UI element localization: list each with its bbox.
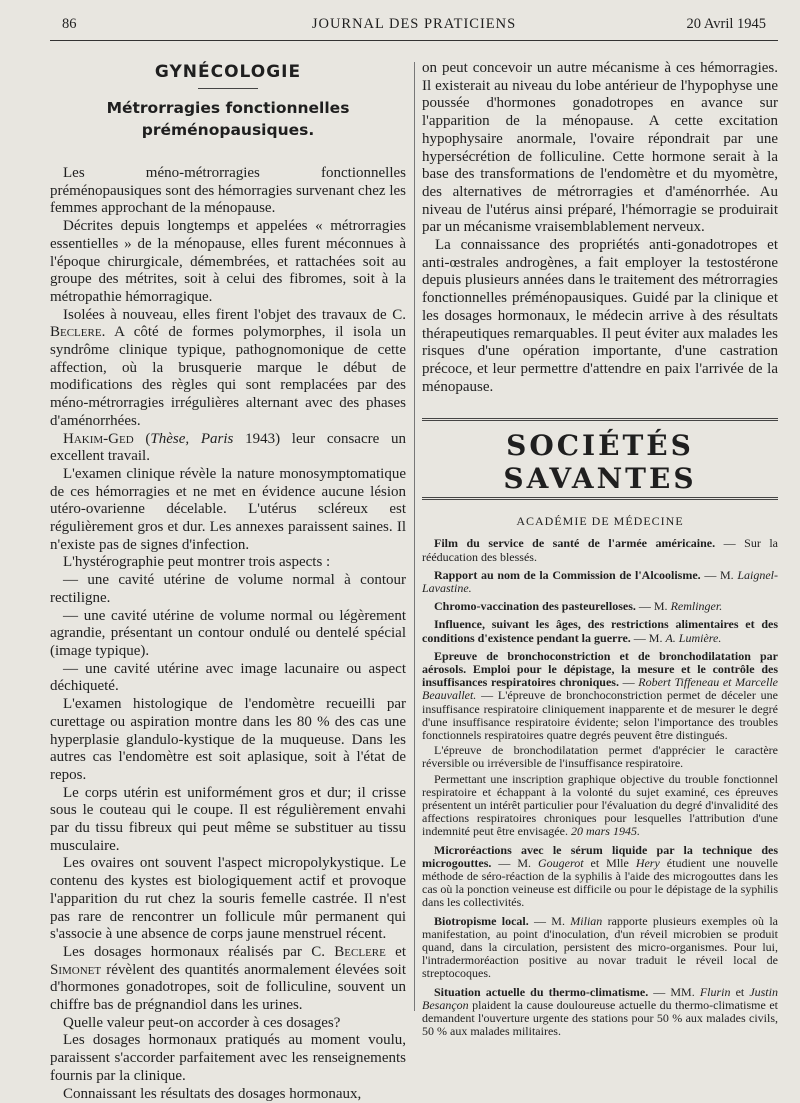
paragraph: Le corps utérin est uniformément gros et dur; il crisse sous le couteau qui le coupe. Il est régulièrement envahi par du tissu fibreux qui peut même se substituer au tissu musculaire.: [50, 784, 406, 854]
society-entry: Chromo-vaccination des pasteurelloses. — M. Remlinger.: [434, 599, 723, 614]
paragraph: Les dosages hormonaux pratiqués au moment voulu, paraissent s'accorder parfaitement avec les renseignements fournis par la clinique.: [50, 1032, 406, 1084]
paragraph: Hakim-Ged (Thèse, Paris 1943) leur consacre un excellent travail.: [50, 430, 406, 465]
paragraph: Les dosages hormonaux réalisés par C. Beclere et Simonet révèlent des quantités anormalement élevées soit d'hormones gonadotropes, soit de folliculine, souvent un chiffre bas de prégnandiol dans les urines.: [50, 943, 407, 1014]
right-column: [422, 60, 778, 1049]
paragraph: Connaissant les résultats des dosages hormonaux,: [63, 1085, 362, 1102]
paragraph: La connaissance des propriétés anti-gonadotropes et anti-œstrales androgènes, a fait employer la testostérone depuis plusieurs années dans le traitement des métrorragies fonctionnelles préménopausiques. Guidé par la clinique et les dosages hormonaux, le médecin arrive à des résultats thérapeutiques remarquables. Il peut éviter aux malades les risques d'une opération importante, d'une castration précoce, et leur permettre d'attendre en paix l'arrivée de la ménopause.: [422, 237, 778, 395]
society-entry: Epreuve de bronchoconstriction et de bronchodilatation par aérosols. Emploi pour le dépistage, la mesure et le contrôle des insuffisances respiratoires chroniques. — Robert Tiffeneau et Marcelle Beauvallet. — L'épreuve de bronchoconstriction permet de déceler une insuffisance respiratoire cliniquement inapparente et de mesurer le degré d'une insuffisance respiratoire évidente; selon l'importance des troubles fonctionnels respiratoires quatre degrés peuvent être distingués.: [422, 648, 778, 742]
column-divider: [414, 62, 415, 1011]
article-body: [50, 165, 406, 1103]
society-entry-paragraph: L'épreuve de bronchodilatation permet d'apprécier le caractère réversible ou irréversible de l'insuffisance respiratoire.: [422, 743, 778, 771]
societes-top-rule: [422, 418, 778, 425]
entry-date: 20 mars 1945.: [570, 824, 640, 839]
society-entry: Biotropisme local. — M. Milian rapporte plusieurs exemples où la manifestation, au point d'inoculation, d'un réveil microbien se produit quand, dans la circulation, persistent des micro-organismes. Pour lui, l'intradermoréaction positive au novar traduit le réveil local de streptocoques.: [422, 913, 779, 981]
issue-date: 20 Avril 1945: [686, 16, 766, 32]
author-name: Beclere: [334, 943, 386, 960]
article-body-continued: [422, 60, 778, 396]
paragraph: Isolées à nouveau, elles firent l'objet des travaux de C. Beclere. A côté de formes polymorphes, il isola un syndrôme clinique typique, pathognomonique de cette affection, où la brusquerie marque le début de modifications des règles qui sont remplacées par des méno-métrorragies irrégulières alternant avec des phases d'aménorrhées.: [50, 306, 406, 429]
academy-heading: ACADÉMIE DE MÉDECINE: [516, 514, 684, 529]
paragraph: — une cavité utérine avec image lacunaire ou aspect déchiqueté.: [50, 660, 406, 695]
author-name: Simonet: [50, 961, 102, 978]
paragraph: on peut concevoir un autre mécanisme à ces hémorragies. Il existerait au niveau du lobe antérieur de l'hypophyse une poussée d'hormones gonadotropes en avance sur l'apparition de la ménopause. A cette excitation hypophysaire anormale, l'ovaire répondrait par une hypersécrétion de folliculine. Cette hormone serait à la base des transformations de l'endomètre et du myomètre, des alternatives de métrorragies et d'aménorrhée. Au niveau de l'utérus ainsi préparé, l'hémorragie se produirait par un mécanisme vraisemblablement nerveux.: [422, 60, 778, 236]
journal-title: JOURNAL DES PRATICIENS: [311, 16, 517, 32]
society-entry: Situation actuelle du thermo-climatisme. — MM. Flurin et Justin Besançon plaident la cause douloureuse actuelle du thermo-climatisme et demandent l'ouverture urgente des stations pour 50 % aux malades civils, 50 % aux malades militaires.: [422, 984, 778, 1039]
societes-heading: SOCIÉTÉS SAVANTES: [503, 429, 697, 496]
society-entry: Microréactions avec le sérum liquide par la technique des microgouttes. — M. Gougerot et Mlle Hery étudient une nouvelle méthode de séro-réaction de la syphilis à l'aide des microgouttes dans les cas où la ponction veineuse est difficile ou pour le dépistage de la syphilis dans les collectivités.: [422, 842, 779, 910]
author-name: Beclere: [50, 324, 102, 341]
paragraph: — une cavité utérine de volume normal à contour rectiligne.: [50, 572, 406, 606]
society-entry: Rapport au nom de la Commission de l'Alcoolisme. — M. Laignel-Lavastine.: [422, 567, 778, 595]
article-title-line-2: préménopausiques.: [141, 121, 315, 139]
paragraph: L'hystérographie peut montrer trois aspects :: [63, 554, 331, 571]
author-name: Hakim-Ged: [63, 430, 134, 447]
paragraph: L'examen clinique révèle la nature monosymptomatique de ces hémorragies et ne met en évidence aucune lésion utéro-ovarienne décelable. L'utérus scléreux est régulièrement gros et dur. Les annexes paraissent saines. Il n'existe pas de signes d'infection.: [50, 465, 406, 553]
section-heading: GYNÉCOLOGIE: [154, 62, 302, 82]
paragraph: Les méno-métrorragies fonctionnelles préménopausiques sont des hémorragies survenant chez les femmes approchant de la ménopause.: [50, 165, 406, 217]
section-rule: [198, 88, 258, 89]
paragraph: — une cavité utérine de volume normal ou légèrement agrandie, présentant un contour ondulé ou dentelé spécial (image typique).: [50, 607, 406, 659]
article-title: [50, 97, 406, 141]
page-number: 86: [62, 16, 77, 32]
header-rule: [50, 40, 778, 41]
society-entry: Film du service de santé de l'armée américaine. — Sur la rééducation des blessés.: [422, 536, 778, 564]
paragraph: L'examen histologique de l'endomètre recueilli par curettage ou aspiration montre dans les 80 % des cas une hyperplasie glandulo-kystique de la muqueuse. Dans les autres cas l'endomètre est soit aplasique, soit à l'état de repos.: [50, 696, 406, 783]
paragraph: Quelle valeur peut-on accorder à ces dosages?: [63, 1014, 341, 1031]
societes-bottom-rule: [422, 497, 778, 500]
page-header: [50, 16, 778, 38]
society-entry-paragraph: Permettant une inscription graphique objective du trouble fonctionnel respiratoire et échappant à la volonté du sujet examiné, ces épreuves présentent un intérêt particulier pour l'évaluation du degré d'invalidité des affections respiratoires chroniques pour lesquelles l'attribution d'une indemnité peut être envisagée. 20 mars 1945.: [422, 771, 778, 839]
paragraph: Les ovaires ont souvent l'aspect micropolykystique. Le contenu des kystes est biologiquement actif et provoque l'apparition du rut chez la souris femelle castrée. Il n'est pas rare de rencontrer un follicule mûr permanent qui s'associe à une absence de corps jaune menstruel récent.: [50, 855, 406, 943]
paragraph: Décrites depuis longtemps et appelées « métrorragies essentielles » de la ménopause, elles furent méconnues à l'époque chirurgicale, démembrées, et rattachées soit au groupe des métrites, soit à celui des fibromes, soit à la métropathie hémorragique.: [50, 218, 406, 305]
left-column: [50, 60, 407, 1102]
article-title-line-1: Métrorragies fonctionnelles: [106, 99, 350, 117]
society-entry: Influence, suivant les âges, des restrictions alimentaires et des conditions d'existence pendant la guerre. — M. A. Lumière.: [422, 617, 778, 645]
